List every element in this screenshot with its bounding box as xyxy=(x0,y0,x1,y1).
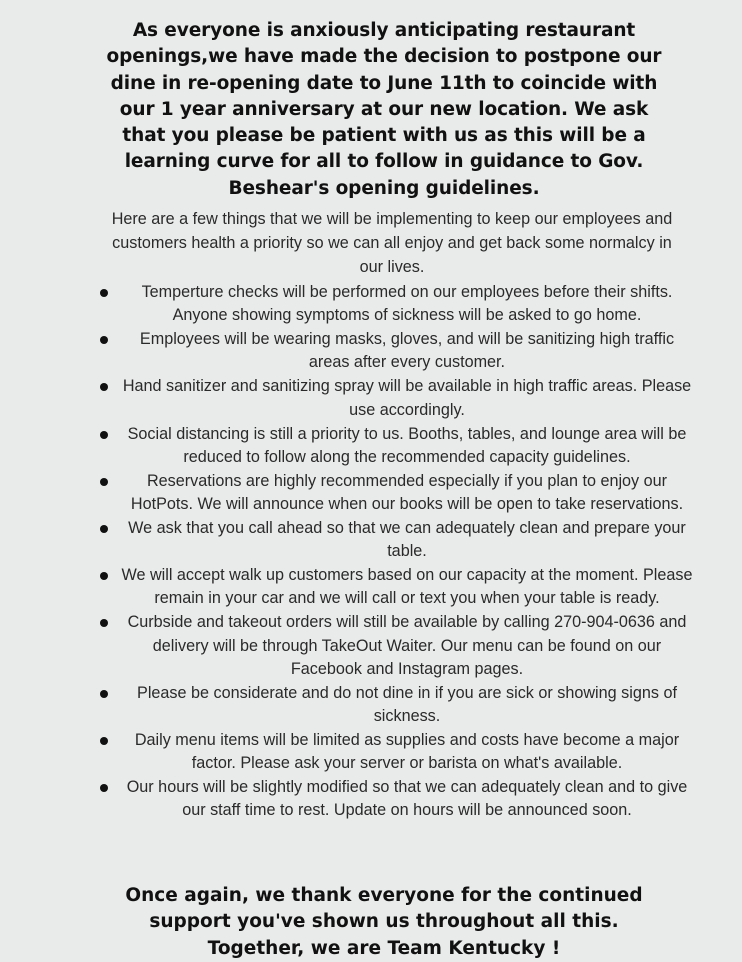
bullet-icon xyxy=(100,478,108,486)
bullet-icon xyxy=(100,383,108,391)
list-item xyxy=(96,423,696,470)
list-item-text: Our hours will be slightly modified so that we can adequately clean and to give our staff time to rest. Update on hours will be announced soon. xyxy=(126,778,688,820)
bullet-icon xyxy=(100,619,108,627)
list-item xyxy=(96,682,696,729)
bullet-icon xyxy=(100,737,108,745)
list-item-text: We will accept walk up customers based on our capacity at the moment. Please remain in your car and we will call or text you when your table is ready. xyxy=(121,566,693,608)
intro-text: Here are a few things that we will be implementing to keep our employees and customers health a priority so we can all enjoy and get back some normalcy in our lives. xyxy=(111,210,673,276)
bullet-icon xyxy=(100,289,108,297)
closing-message: Once again, we thank everyone for the continued support you've shown us throughout all this. Together, we are Team Kentucky ! xyxy=(125,885,643,959)
bullet-icon xyxy=(100,784,108,792)
bullet-icon xyxy=(100,690,108,698)
list-item-text: Curbside and takeout orders will still be available by calling 270-904-0636 and delivery will be through TakeOut Waiter. Our menu can be found on our Facebook and Instagram pages. xyxy=(127,613,687,678)
list-item xyxy=(96,517,696,564)
list-item xyxy=(96,729,696,776)
list-item-text: Employees will be wearing masks, gloves, and will be sanitizing high traffic areas after every customer. xyxy=(139,330,675,372)
list-item xyxy=(96,281,696,328)
list-item-text: Daily menu items will be limited as supplies and costs have become a major factor. Please ask your server or barista on what's available. xyxy=(134,730,680,773)
list-item-text: Please be considerate and do not dine in if you are sick or showing signs of sickness. xyxy=(137,683,677,726)
list-item xyxy=(96,564,696,611)
list-item xyxy=(96,470,696,517)
bullet-icon xyxy=(100,431,108,439)
list-item xyxy=(96,328,696,375)
bullet-icon xyxy=(100,336,108,344)
list-item xyxy=(96,611,696,681)
headline: As everyone is anxiously anticipating restaurant openings,we have made the decision to postpone our dine in re-opening date to June 11th to coincide with our 1 year anniversary at our new location. We ask that you please be patient with us as this will be a learning curve for all to follow in guidance to Gov. Beshear's opening guidelines. xyxy=(106,20,662,199)
list-item-text: Reservations are highly recommended especially if you plan to enjoy our HotPots. We will announce when our books will be open to take reservations. xyxy=(130,471,684,514)
guidelines-list xyxy=(96,281,696,823)
list-item-text: Hand sanitizer and sanitizing spray will be available in high traffic areas. Please use accordingly. xyxy=(122,377,692,419)
bullet-icon xyxy=(100,525,108,533)
list-item xyxy=(96,375,696,422)
list-item-text: Social distancing is still a priority to us. Booths, tables, and lounge area will be reduced to follow along the recommended capacity guidelines. xyxy=(127,424,687,466)
bullet-icon xyxy=(100,572,108,580)
list-item-text: We ask that you call ahead so that we can adequately clean and prepare your table. xyxy=(128,518,686,561)
list-item xyxy=(96,776,696,823)
list-item-text: Temperture checks will be performed on our employees before their shifts. Anyone showing symptoms of sickness will be asked to go home. xyxy=(141,283,673,325)
